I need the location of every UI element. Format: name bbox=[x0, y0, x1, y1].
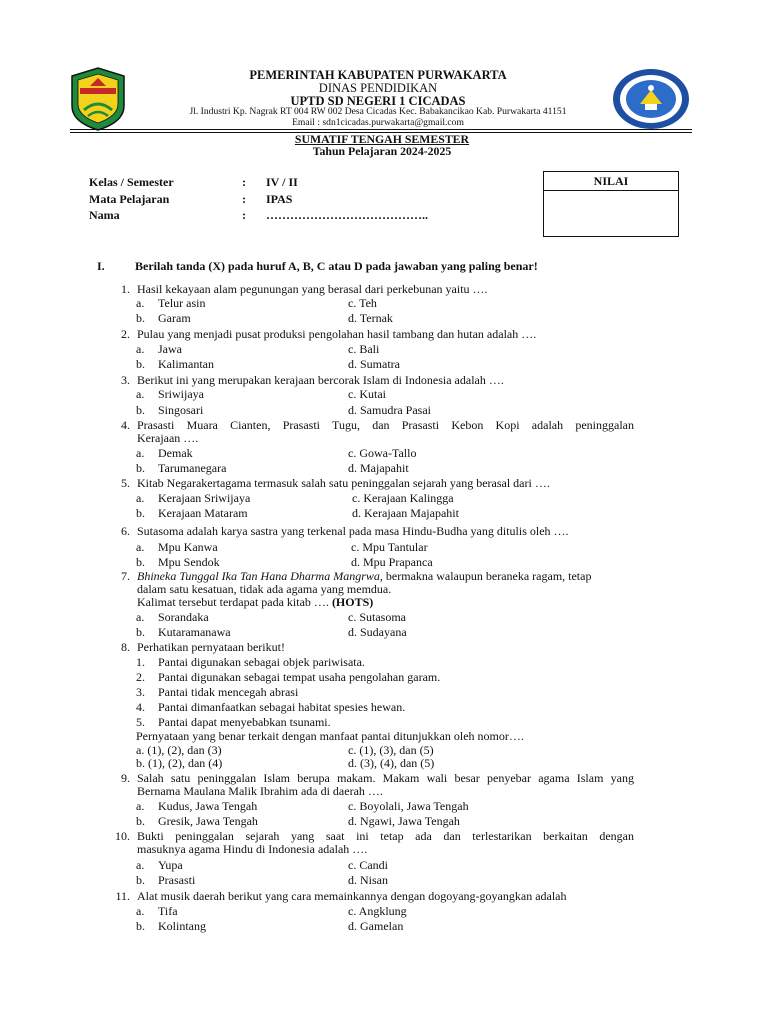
statement-text: Pantai dimanfaatkan sebagai habitat spesies hewan. bbox=[158, 700, 406, 714]
option-c[interactable]: c. Boyolali, Jawa Tengah bbox=[348, 799, 469, 813]
option-b[interactable]: Singosari bbox=[158, 403, 204, 417]
option-b[interactable]: Kutaramanawa bbox=[158, 625, 231, 639]
question-text: Sutasoma adalah karya sastra yang terkenal pada masa Hindu-Budha yang ditulis oleh …. bbox=[137, 524, 569, 538]
option-label: a. bbox=[136, 491, 145, 505]
option-d[interactable]: d. Ternak bbox=[348, 311, 393, 325]
option-label: b. bbox=[136, 506, 145, 520]
question-text: Berikut ini yang merupakan kerajaan bercorak Islam di Indonesia adalah …. bbox=[137, 373, 504, 387]
option-d[interactable]: d. Majapahit bbox=[348, 461, 409, 475]
option-label: b. bbox=[136, 814, 145, 828]
statement-text: Pantai dapat menyebabkan tsunami. bbox=[158, 715, 331, 729]
option-d[interactable]: d. Samudra Pasai bbox=[348, 403, 431, 417]
option-label: a. bbox=[136, 858, 145, 872]
mapel-value: IPAS bbox=[266, 192, 293, 206]
section-instruction: Berilah tanda (X) pada huruf A, B, C atau D pada jawaban yang paling benar! bbox=[135, 259, 538, 273]
question-text: Alat musik daerah berikut yang cara memainkannya dengan dogoyang-goyangkan adalah bbox=[137, 889, 567, 903]
nilai-label: NILAI bbox=[544, 172, 678, 191]
option-d[interactable]: d. Nisan bbox=[348, 873, 388, 887]
option-a[interactable]: Sriwijaya bbox=[158, 387, 204, 401]
option-label: b. bbox=[136, 625, 145, 639]
statement-number: 1. bbox=[136, 655, 145, 669]
exam-title: SUMATIF TENGAH SEMESTER bbox=[294, 132, 470, 146]
question-number: 2. bbox=[121, 327, 130, 341]
option-c[interactable]: c. Kutai bbox=[348, 387, 386, 401]
option-c[interactable]: c. Candi bbox=[348, 858, 388, 872]
option-label: a. bbox=[136, 799, 145, 813]
question-prompt: Pernyataan yang benar terkait dengan manfaat pantai ditunjukkan oleh nomor…. bbox=[136, 729, 524, 743]
option-d[interactable]: d. Mpu Prapanca bbox=[351, 555, 433, 569]
option-b[interactable]: Tarumanegara bbox=[158, 461, 227, 475]
option-label: a. bbox=[136, 540, 145, 554]
statement-text: Pantai digunakan sebagai objek pariwisata. bbox=[158, 655, 365, 669]
question-number: 10. bbox=[115, 829, 130, 843]
nama-colon: : bbox=[242, 208, 246, 222]
option-a[interactable]: Yupa bbox=[158, 858, 183, 872]
statement-number: 3. bbox=[136, 685, 145, 699]
option-a[interactable]: Kudus, Jawa Tengah bbox=[158, 799, 258, 813]
option-label: b. bbox=[136, 403, 145, 417]
question-text-continued: masuknya agama Hindu di Indonesia adalah …. bbox=[137, 842, 368, 856]
question-text-continued: Kerajaan …. bbox=[137, 431, 199, 445]
option-c[interactable]: c. Bali bbox=[348, 342, 380, 356]
option-label: a. bbox=[136, 904, 145, 918]
header-government: PEMERINTAH KABUPATEN PURWAKARTA bbox=[249, 68, 507, 82]
question-number: 3. bbox=[121, 373, 130, 387]
statement-text: Pantai digunakan sebagai tempat usaha pengolahan garam. bbox=[158, 670, 441, 684]
question-text-rest: , bermakna walaupun beraneka ragam, tetap bbox=[379, 569, 592, 583]
option-d[interactable]: d. Sudayana bbox=[348, 625, 407, 639]
option-b[interactable]: b. (1), (2), dan (4) bbox=[136, 756, 223, 770]
mapel-colon: : bbox=[242, 192, 246, 206]
option-label: a. bbox=[136, 342, 145, 356]
kelas-label: Kelas / Semester bbox=[89, 175, 174, 189]
hots-tag: (HOTS) bbox=[331, 595, 374, 609]
option-label: b. bbox=[136, 311, 145, 325]
option-d[interactable]: d. Sumatra bbox=[348, 357, 400, 371]
question-number: 5. bbox=[121, 476, 130, 490]
option-b[interactable]: Prasasti bbox=[158, 873, 196, 887]
kelas-colon: : bbox=[242, 175, 246, 189]
option-d[interactable]: d. Ngawi, Jawa Tengah bbox=[348, 814, 460, 828]
option-d[interactable]: d. (3), (4), dan (5) bbox=[348, 756, 435, 770]
question-text: Prasasti Muara Cianten, Prasasti Tugu, dan Prasasti Kebon Kopi adalah peninggalan bbox=[137, 418, 634, 432]
option-a[interactable]: Telur asin bbox=[158, 296, 206, 310]
kelas-value: IV / II bbox=[266, 175, 298, 189]
option-a[interactable]: Kerajaan Sriwijaya bbox=[158, 491, 251, 505]
option-c[interactable]: c. Gowa-Tallo bbox=[348, 446, 417, 460]
option-b[interactable]: Kalimantan bbox=[158, 357, 214, 371]
nama-field[interactable]: ………………………………….. bbox=[266, 208, 428, 222]
section-number: I. bbox=[97, 259, 105, 273]
option-label: a. bbox=[136, 296, 145, 310]
question-text: Kitab Negarakertagama termasuk salah satu peninggalan sejarah yang berasal dari …. bbox=[137, 476, 550, 490]
option-d[interactable]: d. Kerajaan Majapahit bbox=[352, 506, 459, 520]
option-b[interactable]: Kolintang bbox=[158, 919, 206, 933]
option-label: b. bbox=[136, 461, 145, 475]
question-text: Pulau yang menjadi pusat produksi pengolahan hasil tambang dan hutan adalah …. bbox=[137, 327, 537, 341]
question-text-continued: dalam satu kesatuan, tidak ada agama yang memdua. bbox=[137, 582, 392, 596]
option-c[interactable]: c. Kerajaan Kalingga bbox=[352, 491, 454, 505]
option-b[interactable]: Gresik, Jawa Tengah bbox=[158, 814, 258, 828]
mapel-label: Mata Pelajaran bbox=[89, 192, 170, 206]
option-label: a. bbox=[136, 610, 145, 624]
option-label: a. bbox=[136, 387, 145, 401]
question-text: Salah satu peninggalan Islam berupa makam. Makam wali besar penyebar agama Islam yang bbox=[137, 771, 634, 785]
question-number: 1. bbox=[121, 282, 130, 296]
question-text-line: Kalimat tersebut terdapat pada kitab …. bbox=[137, 595, 332, 609]
nilai-box bbox=[543, 171, 679, 237]
question-text-continued: Bernama Maulana Malik Ibrahim ada di daerah …. bbox=[137, 784, 383, 798]
option-b[interactable]: Garam bbox=[158, 311, 191, 325]
option-c[interactable]: c. Sutasoma bbox=[348, 610, 406, 624]
question-number: 11. bbox=[115, 889, 130, 903]
statement-number: 2. bbox=[136, 670, 145, 684]
option-label: b. bbox=[136, 357, 145, 371]
option-a[interactable]: Jawa bbox=[158, 342, 182, 356]
option-b[interactable]: Kerajaan Mataram bbox=[158, 506, 248, 520]
purwakarta-emblem-icon bbox=[68, 66, 128, 132]
header-department: DINAS PENDIDIKAN bbox=[318, 81, 438, 95]
question-number: 6. bbox=[121, 524, 130, 538]
question-text: Bukti peninggalan sejarah yang saat ini tetap ada dan terlestarikan berkaitan dengan bbox=[137, 829, 634, 843]
option-a[interactable]: Sorandaka bbox=[158, 610, 209, 624]
nama-label: Nama bbox=[89, 208, 120, 222]
question-number: 7. bbox=[121, 569, 130, 583]
option-c[interactable]: c. Angklung bbox=[348, 904, 407, 918]
question-number: 8. bbox=[121, 640, 130, 654]
option-d[interactable]: d. Gamelan bbox=[348, 919, 404, 933]
statement-number: 4. bbox=[136, 700, 145, 714]
option-a[interactable]: Demak bbox=[158, 446, 193, 460]
option-label: b. bbox=[136, 919, 145, 933]
exam-year: Tahun Pelajaran 2024-2025 bbox=[312, 144, 452, 158]
question-text: Perhatikan pernyataan berikut! bbox=[137, 640, 285, 654]
option-b[interactable]: Mpu Sendok bbox=[158, 555, 220, 569]
option-a[interactable]: Mpu Kanwa bbox=[158, 540, 218, 554]
option-label: b. bbox=[136, 873, 145, 887]
statement-number: 5. bbox=[136, 715, 145, 729]
question-number: 4. bbox=[121, 418, 130, 432]
option-c[interactable]: c. Mpu Tantular bbox=[351, 540, 428, 554]
header-rule-thick bbox=[70, 129, 692, 130]
option-c[interactable]: c. (1), (3), dan (5) bbox=[348, 743, 434, 757]
question-text: Hasil kekayaan alam pegunungan yang berasal dari perkebunan yaitu …. bbox=[137, 282, 488, 296]
question-text-continued bbox=[137, 596, 634, 610]
question-number: 9. bbox=[121, 771, 130, 785]
header-email: Email : sdn1cicadas.purwakarta@gmail.com bbox=[292, 117, 464, 128]
option-label: a. bbox=[136, 446, 145, 460]
header-address: Jl. Industri Kp. Nagrak RT 004 RW 002 Desa Cicadas Kec. Babakancikao Kab. Purwakarta 41151 bbox=[189, 106, 567, 117]
option-c[interactable]: c. Teh bbox=[348, 296, 377, 310]
option-a[interactable]: a. (1), (2), dan (3) bbox=[136, 743, 222, 757]
header-school: UPTD SD NEGERI 1 CICADAS bbox=[290, 94, 466, 108]
option-a[interactable]: Tifa bbox=[158, 904, 178, 918]
statement-text: Pantai tidak mencegah abrasi bbox=[158, 685, 299, 699]
option-label: b. bbox=[136, 555, 145, 569]
motto-italic: Bhineka Tunggal Ika Tan Hana Dharma Mangrwa bbox=[137, 569, 380, 583]
school-emblem-icon bbox=[612, 68, 690, 130]
